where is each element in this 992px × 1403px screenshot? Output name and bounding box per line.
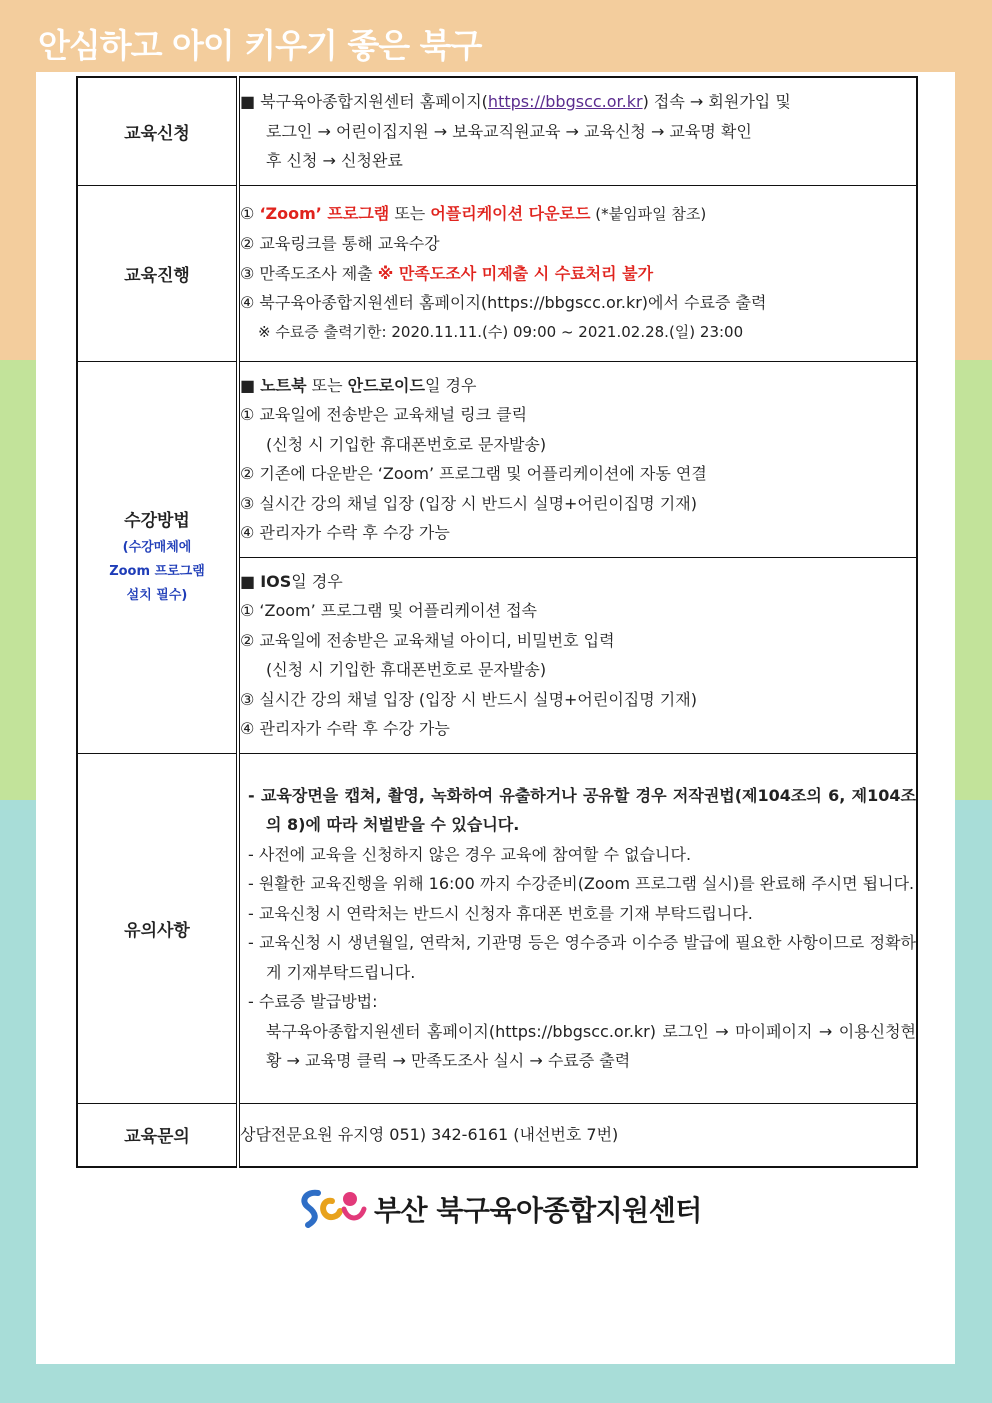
ios-title [240, 567, 916, 597]
android-bullet: ■ [240, 375, 261, 395]
row-method-android [77, 361, 917, 557]
step-3-pre: ③ 만족도조사 제출 [240, 263, 378, 283]
center-logo-icon [298, 1187, 368, 1231]
android-post: 일 경우 [424, 375, 477, 395]
android-step-3: ③ 실시간 강의 채널 입장 (입장 시 반드시 실명+어린이집명 기재) [240, 493, 697, 513]
step-1-num: ① [240, 203, 255, 223]
method-sub-2: Zoom 프로그램 [109, 564, 205, 579]
step-1-zoom: ‘Zoom’ 프로그램 [259, 203, 390, 223]
notice-6b: 북구육아종합지원센터 홈페이지(https://bbgscc.or.kr) 로그인 → 마이페이지 → 이용신청현황 → 교육명 클릭 → 만족도조사 실시 → 수료증 출력 [266, 1021, 916, 1070]
head-process: 교육진행 [77, 185, 238, 361]
head-method [77, 361, 238, 753]
step-1-note: (*붙임파일 참조) [590, 204, 707, 223]
apply-pre: ■ 북구육아종합지원센터 홈페이지( [240, 92, 488, 111]
ios-step-2b: (신청 시 기입한 휴대폰번호로 문자발송) [266, 660, 547, 679]
row-process [77, 185, 917, 361]
head-apply: 교육신청 [77, 77, 238, 185]
android-step-2: ② 기존에 다운받은 ‘Zoom’ 프로그램 및 어플리케이션에 자동 연결 [240, 464, 707, 483]
notice-2: - 사전에 교육을 신청하지 않은 경우 교육에 참여할 수 없습니다. [248, 844, 692, 864]
cell-process [238, 185, 917, 361]
android-title [240, 371, 916, 401]
apply-line2: 로그인 → 어린이집지원 → 보육교직원교육 → 교육신청 → 교육명 확인 [266, 121, 752, 141]
android-step-1b: (신청 시 기입한 휴대폰번호로 문자발송) [266, 434, 547, 454]
row-inquiry [77, 1103, 917, 1167]
ios-post: 일 경우 [291, 571, 343, 591]
cell-method-ios [238, 557, 917, 753]
process-step-3 [240, 259, 916, 289]
apply-link[interactable]: https://bbgscc.or.kr [487, 92, 643, 111]
method-sub-3: 설치 필수) [126, 588, 188, 603]
apply-post: ) 접속 → 회원가입 및 [642, 92, 791, 111]
step-1-mid: 또는 [389, 203, 431, 223]
notice-1: - 교육장면을 캡쳐, 촬영, 녹화하여 유출하거나 공유할 경우 저작권법(제104조의 6, 제104조의 8)에 따라 처벌받을 수 있습니다. [248, 785, 916, 834]
notice-3: - 원활한 교육진행을 위해 16:00 까지 수강준비(Zoom 프로그램 실시)를 완료해 주시면 됩니다. [248, 874, 915, 893]
ios-step-1: ① ‘Zoom’ 프로그램 및 어플리케이션 접속 [240, 601, 537, 620]
head-notice: 유의사항 [77, 753, 238, 1103]
method-title: 수강방법 [124, 511, 190, 531]
android-laptop: 노트북 [260, 375, 307, 395]
head-inquiry: 교육문의 [77, 1103, 238, 1167]
ios-bullet: ■ [240, 571, 261, 591]
ios-step-3: ③ 실시간 강의 채널 입장 (입장 시 반드시 실명+어린이집명 기재) [240, 689, 697, 709]
cell-inquiry: 상담전문요원 유지영 051) 342-6161 (내선번호 7번) [238, 1103, 917, 1167]
ios-step-4: ④ 관리자가 수락 후 수강 가능 [240, 719, 450, 738]
android-android: 안드로이드 [347, 375, 425, 395]
step-1-app: 어플리케이션 다운로드 [430, 203, 591, 223]
footer-center-name: 부산 북구육아종합지원센터 [374, 1194, 702, 1227]
banner-title: 안심하고 아이 키우기 좋은 북구 [38, 26, 482, 65]
notice-6: - 수료증 발급방법: [248, 992, 378, 1011]
ios-step-2: ② 교육일에 전송받은 교육채널 아이디, 비밀번호 입력 [240, 630, 615, 650]
ios-label: IOS [260, 571, 292, 591]
process-step-1 [240, 199, 916, 230]
info-table [76, 76, 918, 1168]
cell-notice [238, 753, 917, 1103]
android-mid: 또는 [306, 375, 348, 395]
process-note: ※ 수료증 출력기한: 2020.11.11.(수) 09:00 ~ 2021.02.28.(일) 23:00 [258, 322, 744, 341]
cell-method-android [238, 361, 917, 557]
android-step-1: ① 교육일에 전송받은 교육채널 링크 클릭 [240, 405, 528, 424]
row-notice [77, 753, 917, 1103]
notice-5: - 교육신청 시 생년월일, 연락처, 기관명 등은 영수증과 이수증 발급에 필요한 사항이므로 정확하게 기재부탁드립니다. [248, 933, 916, 982]
android-step-4: ④ 관리자가 수락 후 수강 가능 [240, 523, 450, 542]
process-step-2: ② 교육링크를 통해 교육수강 [240, 234, 440, 254]
cell-apply [238, 77, 917, 185]
apply-line3: 후 신청 → 신청완료 [266, 151, 403, 170]
notice-4: - 교육신청 시 연락처는 반드시 신청자 휴대폰 번호를 기재 부탁드립니다. [248, 903, 753, 923]
row-apply [77, 77, 917, 185]
footer [298, 1184, 702, 1234]
method-sub-1: (수강매체에 [122, 540, 192, 555]
process-step-4: ④ 북구육아종합지원센터 홈페이지(https://bbgscc.or.kr)에서 수료증 출력 [240, 293, 767, 313]
step-3-warning: ※ 만족도조사 미제출 시 수료처리 불가 [377, 263, 654, 283]
